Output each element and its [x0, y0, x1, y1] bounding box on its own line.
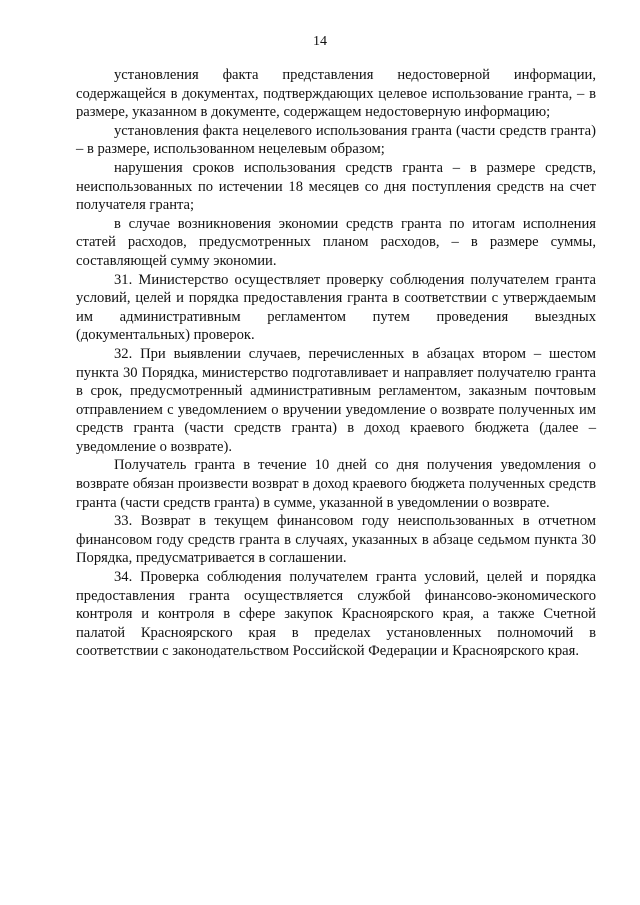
paragraph-clause-32-refund-term: Получатель гранта в течение 10 дней со дня получения уведомления о возврате обязан произвести возврат в доход краевого бюджета полученных средств гранта (части средств гранта) в сумме, указанной в уведомлении о возврате. — [76, 457, 596, 511]
paragraph-clause-32: 32. При выявлении случаев, перечисленных в абзацах втором – шестом пункта 30 Порядка, министерство подготавливает и направляет получателю гранта в срок, предусмотренный административным регламентом, заказным почтовым отправлением с уведомлением о вручении уведомление о возврате полученных им средств гранта (части средств гранта) в доход краевого бюджета (далее – уведомление о возврате). — [76, 345, 596, 455]
paragraph-return-deadline-violation: нарушения сроков использования средств гранта – в размере средств, неиспользованных по истечении 18 месяцев со дня поступления средств на счет получателя гранта; — [76, 159, 596, 214]
paragraph-clause-33: 33. Возврат в текущем финансовом году неиспользованных в отчетном финансовом году средств гранта в случаях, указанных в абзаце седьмом пункта 30 Порядка, предусматривается в соглашении. — [76, 513, 596, 567]
paragraph-return-savings: в случае возникновения экономии средств гранта по итогам исполнения статей расходов, предусмотренных планом расходов, – в размере суммы, составляющей сумму экономии. — [76, 215, 596, 269]
page-number: 14 — [313, 34, 327, 49]
paragraph-return-false-info: установления факта представления недостоверной информации, содержащейся в документах, подтверждающих целевое использование гранта, – в размере, указанном в документе, содержащем недостоверную информацию; — [76, 67, 596, 121]
document-body — [76, 66, 596, 661]
paragraph-clause-31: 31. Министерство осуществляет проверку соблюдения получателем гранта условий, целей и порядка предоставления гранта в соответствии с утверждаемым им административным регламентом путем проведения выездных (документальных) проверок. — [76, 271, 596, 344]
paragraph-clause-34: 34. Проверка соблюдения получателем гранта условий, целей и порядка предоставления гранта осуществляется службой финансово-экономического контроля и контроля в сфере закупок Красноярского края, а также Счетной палатой Красноярского края в пределах установленных полномочий в соответствии с законодательством Российской Федерации и Красноярского края. — [76, 569, 596, 660]
paragraph-return-misuse: установления факта нецелевого использования гранта (части средств гранта) – в размере, использованном нецелевым образом; — [76, 122, 596, 158]
